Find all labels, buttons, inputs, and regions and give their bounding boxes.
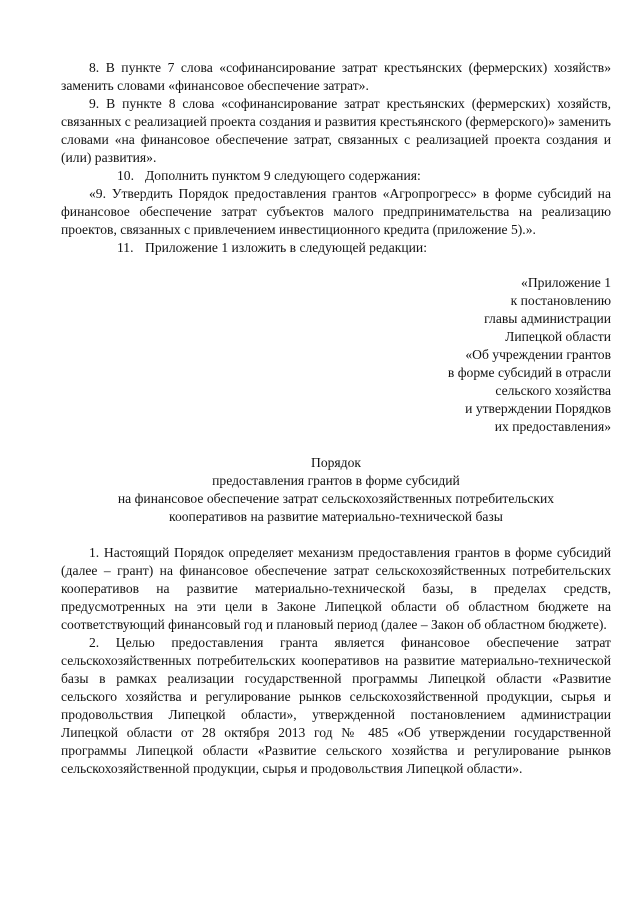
amendment-item-10	[61, 167, 611, 185]
body-paragraph-1: 1. Настоящий Порядок определяет механизм предоставления грантов в форме субсидий (далее – грант) на финансовое обеспечение затрат сельскохозяйственных потребительских кооперативов на развитие материально-технической базы, в пределах средств, предусмотренных на эти цели в Законе Липецкой области об областном бюджете на соответствующий финансовый год и плановый период (далее – Закон об областном бюджете).	[61, 545, 611, 632]
amendment-item-8: 8. В пункте 7 слова «софинансирование затрат крестьянских (фермерских) хозяйств» заменить словами «финансовое обеспечение затрат».	[61, 60, 611, 93]
appendix-line: «Об учреждении грантов	[465, 347, 611, 362]
body-paragraph-2: 2. Целью предоставления гранта является финансовое обеспечение затрат сельскохозяйственных потребительских кооперативов на развитие материально-технической базы в рамках реализации государственной программы Липецкой области «Развитие сельского хозяйства и регулирование рынков сельскохозяйственной продукции, сырья и продовольствия Липецкой области», утвержденной постановлением администрации Липецкой области от 28 октября 2013 год № 485 «Об утверждении государственной программы Липецкой области «Развитие сельского хозяйства и регулирование рынков сельскохозяйственной продукции, сырья и продовольствия Липецкой области».	[61, 635, 611, 776]
item-11-number: 11.	[117, 240, 134, 255]
title-line: на финансовое обеспечение затрат сельскохозяйственных потребительских	[117, 491, 555, 506]
document-page	[61, 59, 611, 778]
item-10-text: Дополнить пунктом 9 следующего содержания:	[145, 168, 421, 183]
appendix-line: главы администрации	[484, 311, 611, 326]
amendment-item-10-quote: «9. Утвердить Порядок предоставления грантов «Агропрогресс» в форме субсидий на финансовое обеспечение затрат субъектов малого предпринимательства на реализацию проектов, связанных с привлечением инвестиционного кредита (приложение 5).».	[61, 186, 611, 237]
document-title	[61, 454, 611, 526]
appendix-header	[61, 274, 611, 436]
amendment-item-9: 9. В пункте 8 слова «софинансирование затрат крестьянских (фермерских) хозяйств, связанных с реализацией проекта создания и развития крестьянского (фермерского)» заменить словами «на финансовое обеспечение затрат, связанных с реализацией проекта создания и (или) развития».	[61, 96, 611, 165]
appendix-line: сельского хозяйства	[495, 383, 611, 398]
appendix-line: в форме субсидий в отрасли	[447, 365, 611, 380]
appendix-line: и утверждении Порядков	[465, 401, 611, 416]
amendment-item-11	[61, 239, 611, 257]
appendix-line: «Приложение 1	[521, 275, 611, 290]
item-11-text: Приложение 1 изложить в следующей редакции:	[145, 240, 427, 255]
appendix-line: к постановлению	[510, 293, 611, 308]
title-line: кооперативов на развитие материально-технической базы	[169, 509, 503, 524]
appendix-line: Липецкой области	[505, 329, 611, 344]
title-line: Порядок	[311, 455, 361, 470]
item-10-number: 10.	[117, 168, 134, 183]
appendix-line: их предоставления»	[494, 419, 611, 434]
title-line: предоставления грантов в форме субсидий	[212, 473, 460, 488]
